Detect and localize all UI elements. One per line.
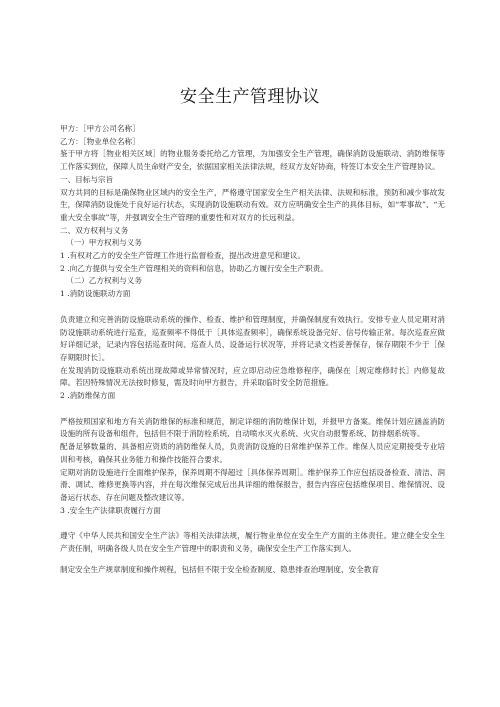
paragraph: 在发现消防设施联动系统出现故障或异常情况时，应立即启动应急维修程序，确保在［规定维修时长］内修复故障。若因特殊情况无法按时修复，需及时向甲方报告，并采取临时安全防范措施。 (60, 365, 445, 388)
paragraph: 定期对消防设施进行全面维护保养，保养周期不得超过［具体保养周期］。维护保养工作应包括设备检查、清洁、润滑、调试、维修更换等内容，并在每次维保完成后出具详细的维保报告，报告内容应包括维保项目、维保情况、设备运行状态、存在问题及整改建议等。 (60, 467, 445, 502)
section-heading: 一、目标与宗旨 (60, 174, 114, 184)
paragraph: 配备足够数量的、具备相应资质的消防维保人员，负责消防设施的日常维护保养工作。维保人员应定期接受专业培训和考核，确保其业务能力和操作技能符合要求。 (60, 442, 445, 464)
paragraph: 严格按照国家和地方有关消防维保的标准和规范，制定详细的消防维保计划，并报甲方备案。维保计划应涵盖消防设施的所有设备和组件，包括但不限于消防栓系统、自动喷水灭火系统、火灾自动报警系统、防排烟系统等。 (60, 416, 445, 439)
numbered-item: 1 .消防设施联动方面 (60, 289, 131, 299)
preamble-paragraph: 鉴于甲方将［物业相关区域］的物业服务委托给乙方管理，为加强安全生产管理，确保消防设施联动、消防维保等工作落实到位，保障人员生命财产安全，依据国家相关法律法规，经双方友好协商，特签订本安全生产管理协议。 (60, 149, 445, 172)
party-b-line: 乙方：［物业单位名称］ (60, 136, 140, 146)
paragraph: 制定安全生产规章制度和操作规程，包括但不限于安全检查制度、隐患排查治理制度、安全教育 (60, 564, 379, 574)
paragraph: 负责建立和完善消防设施联动系统的操作、检查、维护和管理制度，并确保制度有效执行。安排专业人员定期对消防设施联动系统进行巡查，巡查频率不得低于［具体巡查频率］，确保系统设备完好、信号传输正常。每次巡查应做好详细记录，记录内容包括巡查时间、巡查人员、设备运行状况等，并将记录文档妥善保存，保存期限不少于［保存期限时长］。 (60, 314, 445, 362)
subsection-heading: （一）甲方权利与义务 (66, 238, 142, 248)
subsection-heading: （二）乙方权利与义务 (66, 276, 142, 286)
numbered-item: 3 .安全生产法律职责履行方面 (60, 505, 161, 515)
numbered-item: 1 .有权对乙方的安全生产管理工作进行监督检查，提出改进意见和建议。 (60, 251, 306, 261)
party-a-line: 甲方：［甲方公司名称］ (60, 124, 140, 133)
document-title: 安全生产管理协议 (180, 87, 320, 107)
paragraph: 遵守《中华人民共和国安全生产法》等相关法律法规，履行物业单位在安全生产方面的主体责任。建立健全安全生产责任制，明确各级人员在安全生产管理中的职责和义务，确保安全生产工作落实到人。 (60, 531, 445, 554)
paragraph: 双方共同的目标是确保物业区域内的安全生产，严格遵守国家安全生产相关法律、法规和标准，预防和减少事故发生，保障消防设施处于良好运行状态，实现消防设施联动有效。双方应明确安全生产的具体目标，如“零事故”、“无重大安全事故”等，并强调安全生产管理的重要性和对双方的长远利益。 (60, 187, 445, 222)
document-body (60, 123, 445, 577)
numbered-item: 2 .消防维保方面 (60, 391, 116, 401)
section-heading: 二、双方权利与义务 (60, 225, 129, 235)
numbered-item: 2 .向乙方提供与安全生产管理相关的资料和信息，协助乙方履行安全生产职责。 (60, 263, 328, 273)
